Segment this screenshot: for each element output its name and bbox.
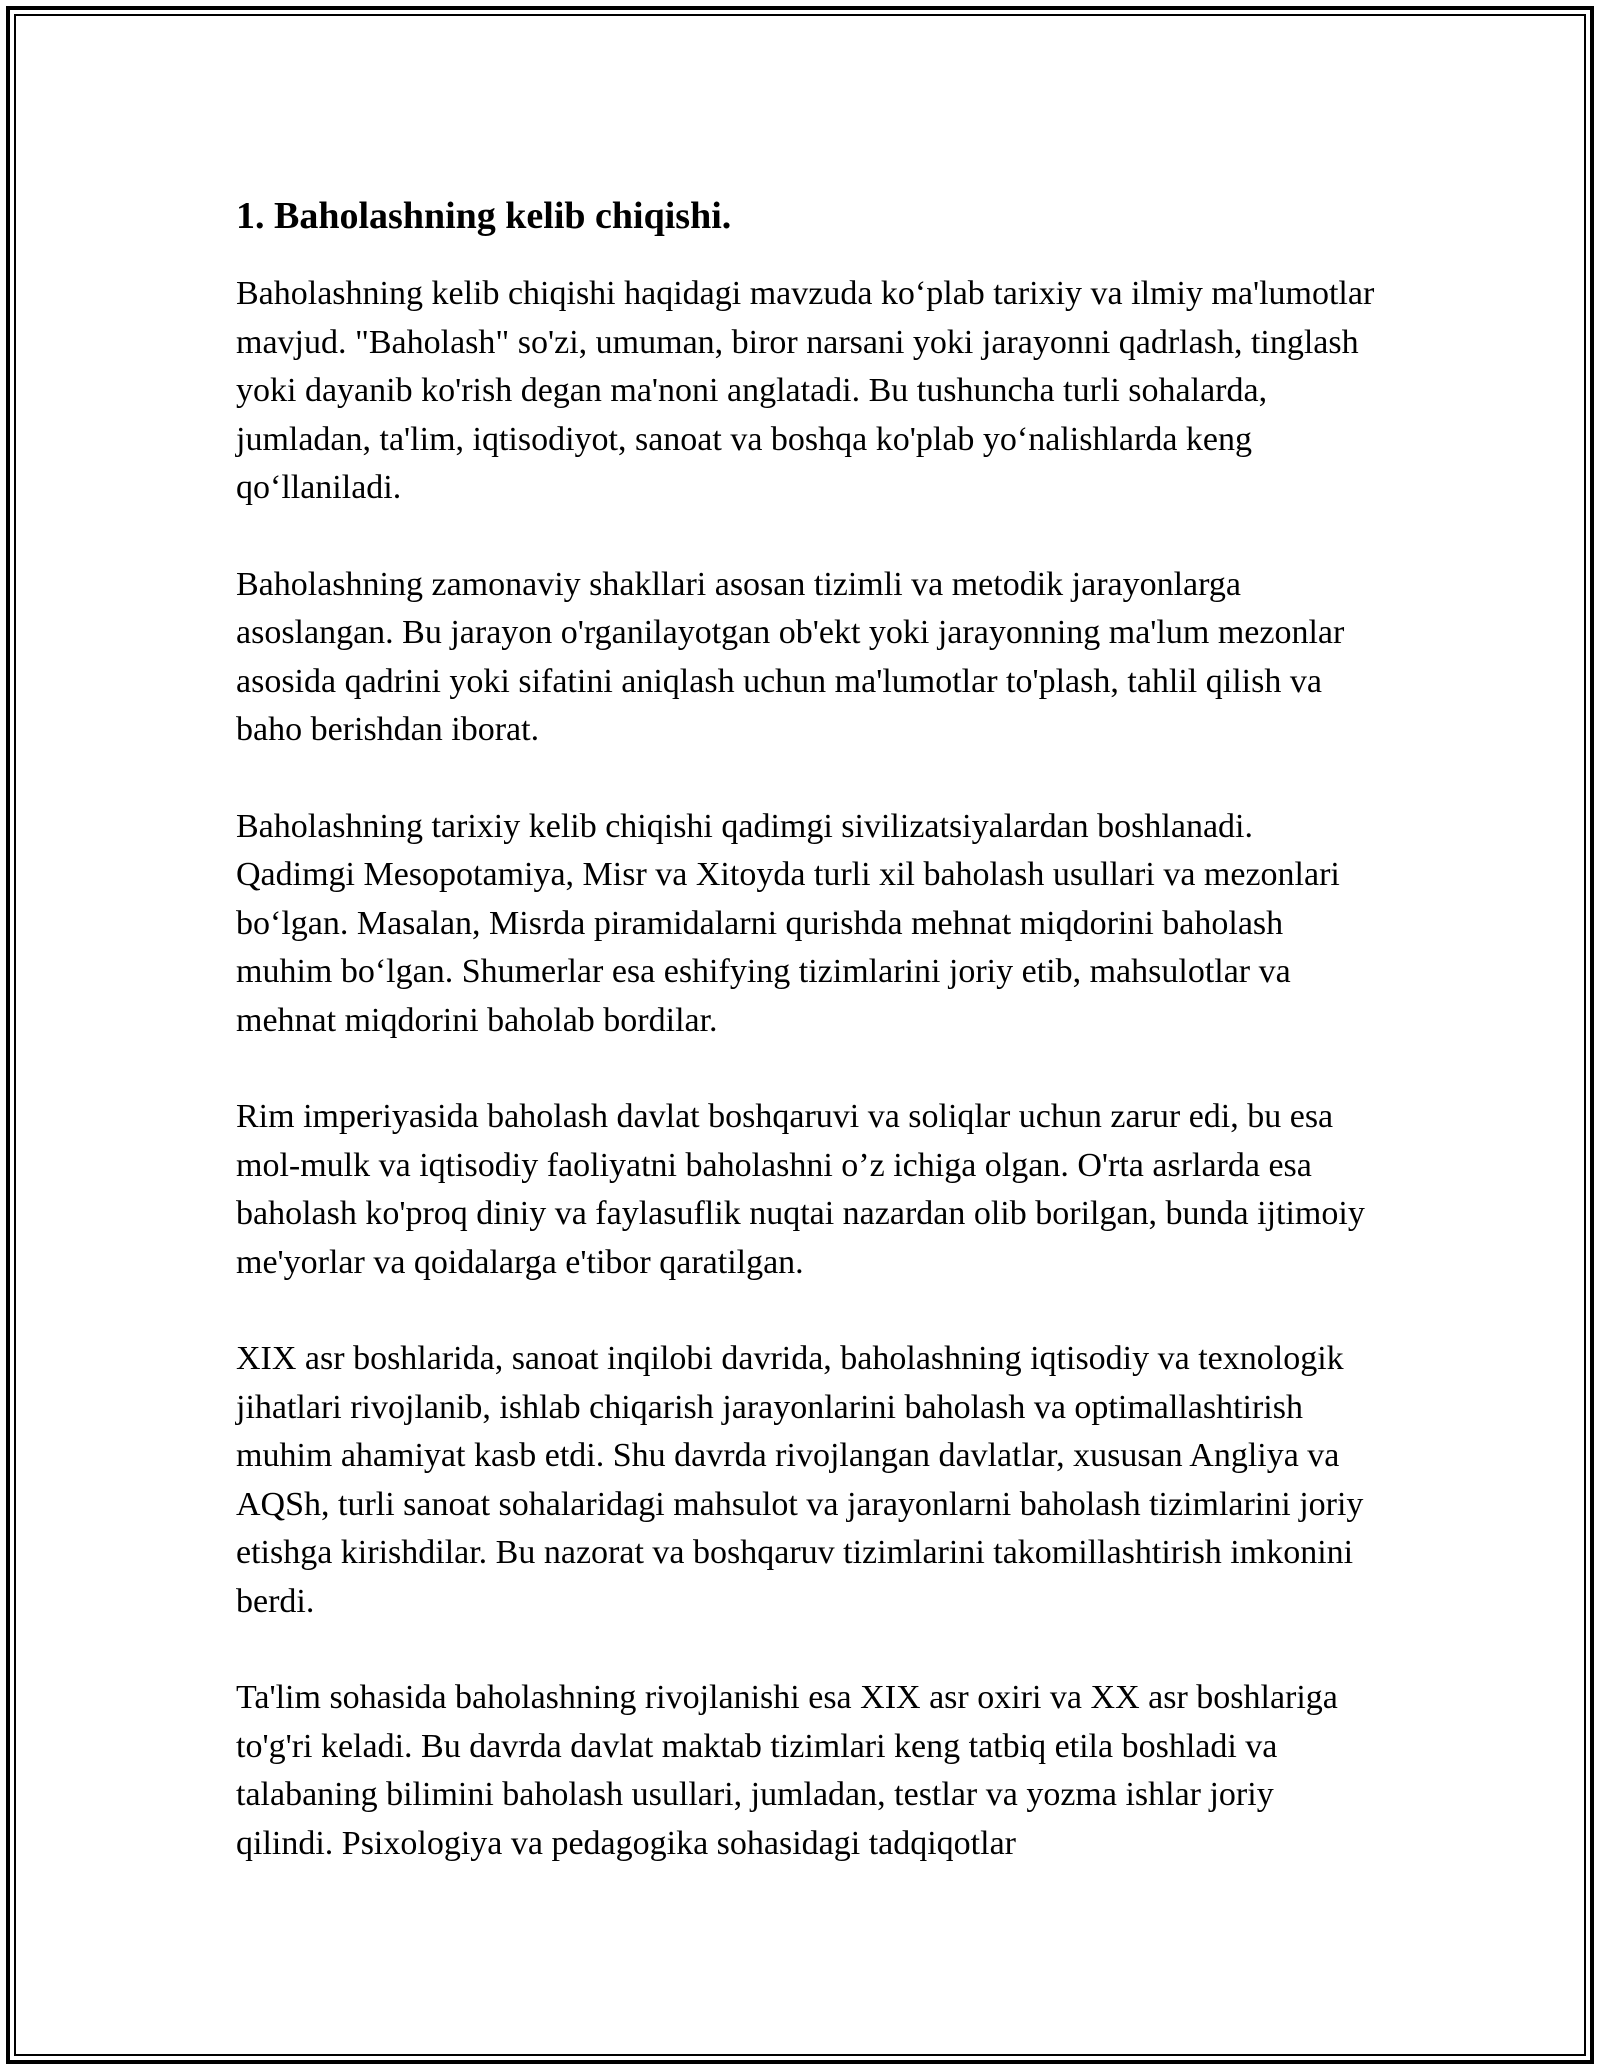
paragraph-4: Rim imperiyasida baholash davlat boshqaruvi va soliqlar uchun zarur edi, bu esa mol-mulk va iqtisodiy faoliyatni baholashni o’z ichiga olgan. O'rta asrlarda esa baholash ko'proq diniy va faylasuflik nuqtai nazardan olib borilgan, bunda ijtimoiy me'yorlar va qoidalarga e'tibor qaratilgan. xyxy=(236,1098,1365,1281)
document-body xyxy=(236,188,1376,1916)
paragraph-1: Baholashning kelib chiqishi haqidagi mavzuda ko‘plab tarixiy va ilmiy ma'lumotlar mavjud. "Baholash" so'zi, umuman, biror narsani yoki jarayonni qadrlash, tinglash yoki dayanib ko'rish degan ma'noni anglatadi. Bu tushuncha turli sohalarda, jumladan, ta'lim, iqtisodiyot, sanoat va boshqa ko'plab yo‘nalishlarda keng qo‘llaniladi. xyxy=(236,275,1375,506)
paragraph-2: Baholashning zamonaviy shakllari asosan tizimli va metodik jarayonlarga asoslangan. Bu jarayon o'rganilayotgan ob'ekt yoki jarayonning ma'lum mezonlar asosida qadrini yoki sifatini aniqlash uchun ma'lumotlar to'plash, tahlil qilish va baho berishdan iborat. xyxy=(236,565,1345,748)
paragraph-3: Baholashning tarixiy kelib chiqishi qadimgi sivilizatsiyalardan boshlanadi. Qadimgi Mesopotamiya, Misr va Xitoyda turli xil baholash usullari va mezonlari bo‘lgan. Masalan, Misrda piramidalarni qurishda mehnat miqdorini baholash muhim bo‘lgan. Shumerlar esa eshifying tizimlarini joriy etib, mahsulotlar va mehnat miqdorini baholab bordilar. xyxy=(236,807,1340,1039)
section-title: 1. Baholashning kelib chiqishi. xyxy=(236,195,732,237)
paragraph-6: Ta'lim sohasida baholashning rivojlanishi esa XIX asr oxiri va XX asr boshlariga to'g'ri keladi. Bu davrda davlat maktab tizimlari keng tatbiq etila boshladi va talabaning bilimini baholash usullari, jumladan, testlar va yozma ishlar joriy qilindi. Psixologiya va pedagogika sohasidagi tadqiqotlar xyxy=(236,1679,1338,1862)
paragraph-5: XIX asr boshlarida, sanoat inqilobi davrida, baholashning iqtisodiy va texnologik jihatlari rivojlanib, ishlab chiqarish jarayonlarini baholash va optimallashtirish muhim ahamiyat kasb etdi. Shu davrda rivojlangan davlatlar, xususan Angliya va AQSh, turli sanoat sohalaridagi mahsulot va jarayonlarni baholash tizimlarini joriy etishga kirishdilar. Bu nazorat va boshqaruv tizimlarini takomillashtirish imkonini berdi. xyxy=(236,1340,1364,1620)
